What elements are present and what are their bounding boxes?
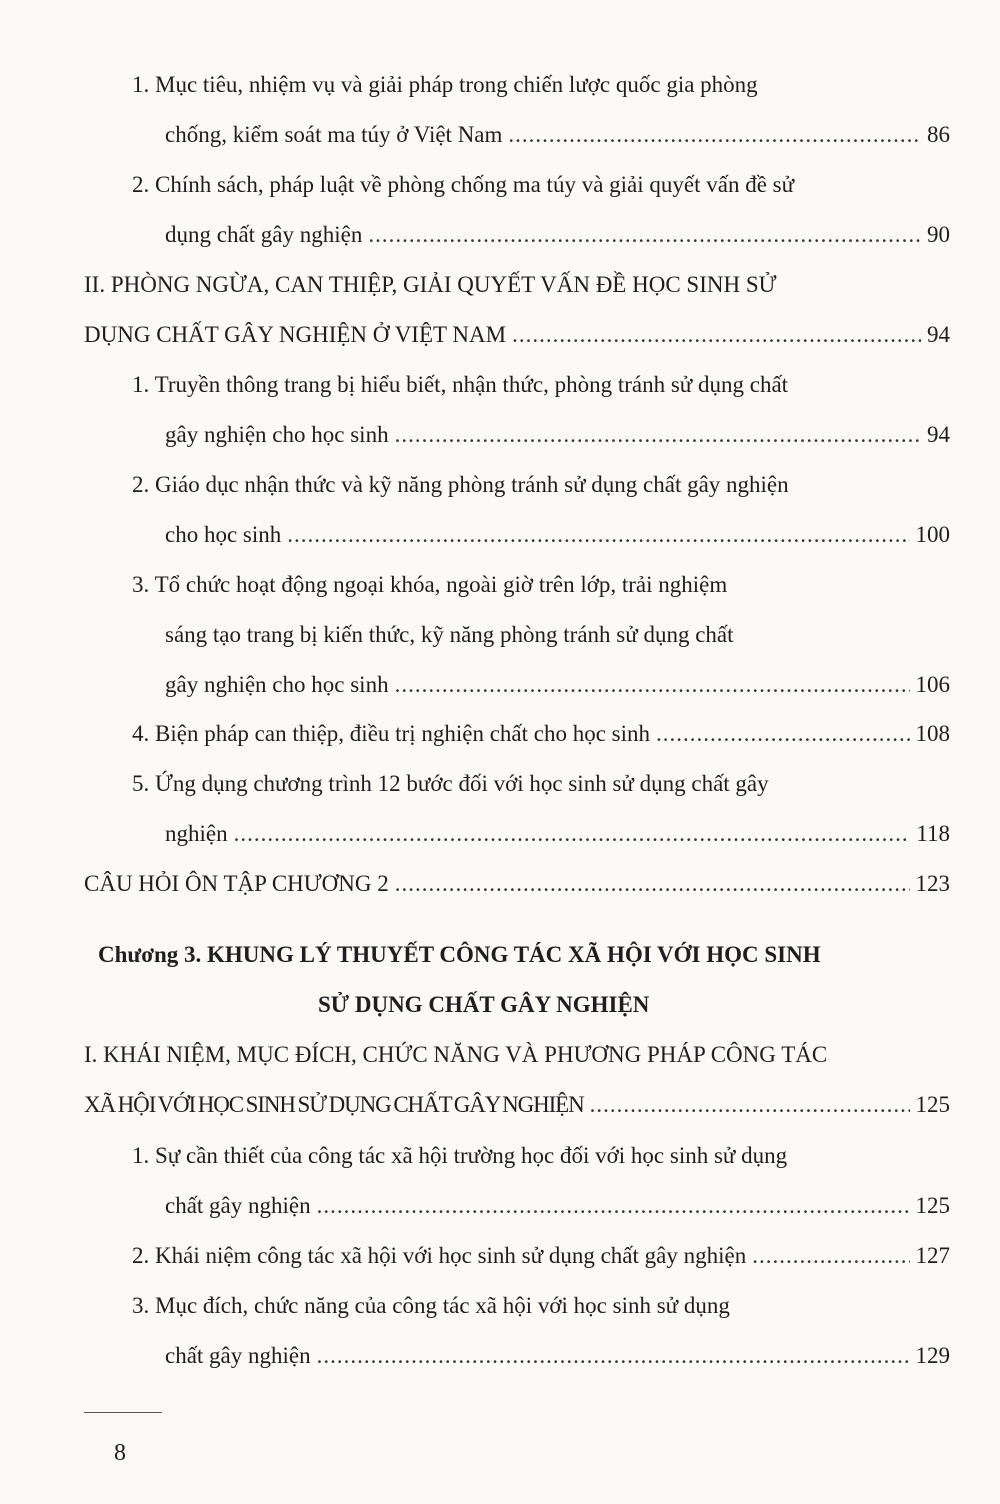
toc-section-text: DỤNG CHẤT GÂY NGHIỆN Ở VIỆT NAM	[84, 322, 507, 347]
toc-entry-leader	[84, 1090, 950, 1120]
toc-entry-text: chống, kiểm soát ma túy ở Việt Nam	[165, 122, 503, 147]
dot-leader	[368, 220, 921, 250]
page-number: 8	[114, 1440, 126, 1466]
toc-page-number: 108	[915, 721, 950, 746]
chapter-heading: Chương 3. KHUNG LÝ THUYẾT CÔNG TÁC XÃ HỘI VỚI HỌC SINH	[98, 942, 821, 967]
dot-leader	[234, 819, 911, 849]
toc-page-number: 123	[915, 871, 950, 896]
toc-entry-text: gây nghiện cho học sinh	[165, 422, 389, 447]
toc-entry-leader	[165, 520, 950, 550]
toc-page-number: 100	[915, 522, 950, 547]
toc-entry-text: 3. Mục đích, chức năng của công tác xã hội với học sinh sử dụng	[132, 1293, 730, 1318]
dot-leader	[317, 1191, 910, 1221]
chapter-heading: SỬ DỤNG CHẤT GÂY NGHIỆN	[318, 992, 650, 1017]
toc-page-number: 127	[915, 1243, 950, 1268]
toc-entry-text: chất gây nghiện	[165, 1193, 311, 1218]
toc-section-text: I. KHÁI NIỆM, MỤC ĐÍCH, CHỨC NĂNG VÀ PHƯƠNG PHÁP CÔNG TÁC	[84, 1042, 828, 1067]
toc-page-number: 90	[927, 222, 950, 247]
toc-page-number: 86	[927, 122, 950, 147]
toc-page-number: 129	[915, 1343, 950, 1368]
toc-entry-text: 1. Truyền thông trang bị hiểu biết, nhận thức, phòng tránh sử dụng chất	[132, 372, 789, 397]
toc-entry-leader	[165, 1341, 950, 1371]
toc-entry-leader	[84, 320, 950, 350]
toc-entry-text: 1. Sự cần thiết của công tác xã hội trường học đối với học sinh sử dụng	[132, 1143, 788, 1168]
toc-entry-leader	[165, 1191, 950, 1221]
toc-entry-leader	[132, 1241, 950, 1271]
toc-section-text: CÂU HỎI ÔN TẬP CHƯƠNG 2	[84, 871, 389, 896]
toc-entry-leader	[84, 869, 950, 899]
dot-leader	[317, 1341, 910, 1371]
toc-entry-leader	[132, 719, 950, 749]
toc-entry-leader	[165, 819, 950, 849]
dot-leader	[395, 670, 910, 700]
toc-entry-text: 2. Khái niệm công tác xã hội với học sinh sử dụng chất gây nghiện	[132, 1243, 747, 1268]
dot-leader	[395, 420, 921, 450]
toc-entry-text: dụng chất gây nghiện	[165, 222, 363, 247]
dot-leader	[287, 520, 909, 550]
toc-entry-text: 2. Chính sách, pháp luật về phòng chống ma túy và giải quyết vấn đề sử	[132, 172, 795, 197]
toc-entry-text: nghiện	[165, 821, 228, 846]
toc-page-number: 94	[927, 422, 950, 447]
toc-entry-text: chất gây nghiện	[165, 1343, 311, 1368]
toc-section-text: XÃ HỘI VỚI HỌC SINH SỬ DỤNG CHẤT GÂY NGHIỆN	[84, 1092, 584, 1117]
toc-page-number: 118	[916, 821, 950, 846]
dot-leader	[590, 1090, 910, 1120]
toc-entry-text: gây nghiện cho học sinh	[165, 672, 389, 697]
toc-page-number: 125	[915, 1092, 950, 1117]
toc-entry-leader	[165, 220, 950, 250]
toc-entry-text: sáng tạo trang bị kiến thức, kỹ năng phòng tránh sử dụng chất	[165, 622, 734, 647]
dot-leader	[752, 1241, 909, 1271]
toc-entry-text: 5. Ứng dụng chương trình 12 bước đối với học sinh sử dụng chất gây	[132, 771, 769, 796]
toc-entry-text: 2. Giáo dục nhận thức và kỹ năng phòng tránh sử dụng chất gây nghiện	[132, 472, 789, 497]
toc-entry-leader	[165, 120, 950, 150]
toc-section-text: II. PHÒNG NGỪA, CAN THIỆP, GIẢI QUYẾT VẤN ĐỀ HỌC SINH SỬ	[84, 272, 777, 297]
dot-leader	[512, 320, 921, 350]
dot-leader	[395, 869, 910, 899]
toc-entry-text: 4. Biện pháp can thiệp, điều trị nghiện chất cho học sinh	[132, 721, 651, 746]
dot-leader	[508, 120, 921, 150]
toc-page-number: 106	[915, 672, 950, 697]
toc-entry-text: 1. Mục tiêu, nhiệm vụ và giải pháp trong chiến lược quốc gia phòng	[132, 72, 758, 97]
toc-entry-text: 3. Tổ chức hoạt động ngoại khóa, ngoài giờ trên lớp, trải nghiệm	[132, 572, 728, 597]
toc-page-number: 94	[927, 322, 950, 347]
dot-leader	[656, 719, 909, 749]
toc-entry-text: cho học sinh	[165, 522, 282, 547]
toc-entry-leader	[165, 670, 950, 700]
toc-page-number: 125	[915, 1193, 950, 1218]
toc-entry-leader	[165, 420, 950, 450]
footer-rule	[84, 1412, 162, 1413]
